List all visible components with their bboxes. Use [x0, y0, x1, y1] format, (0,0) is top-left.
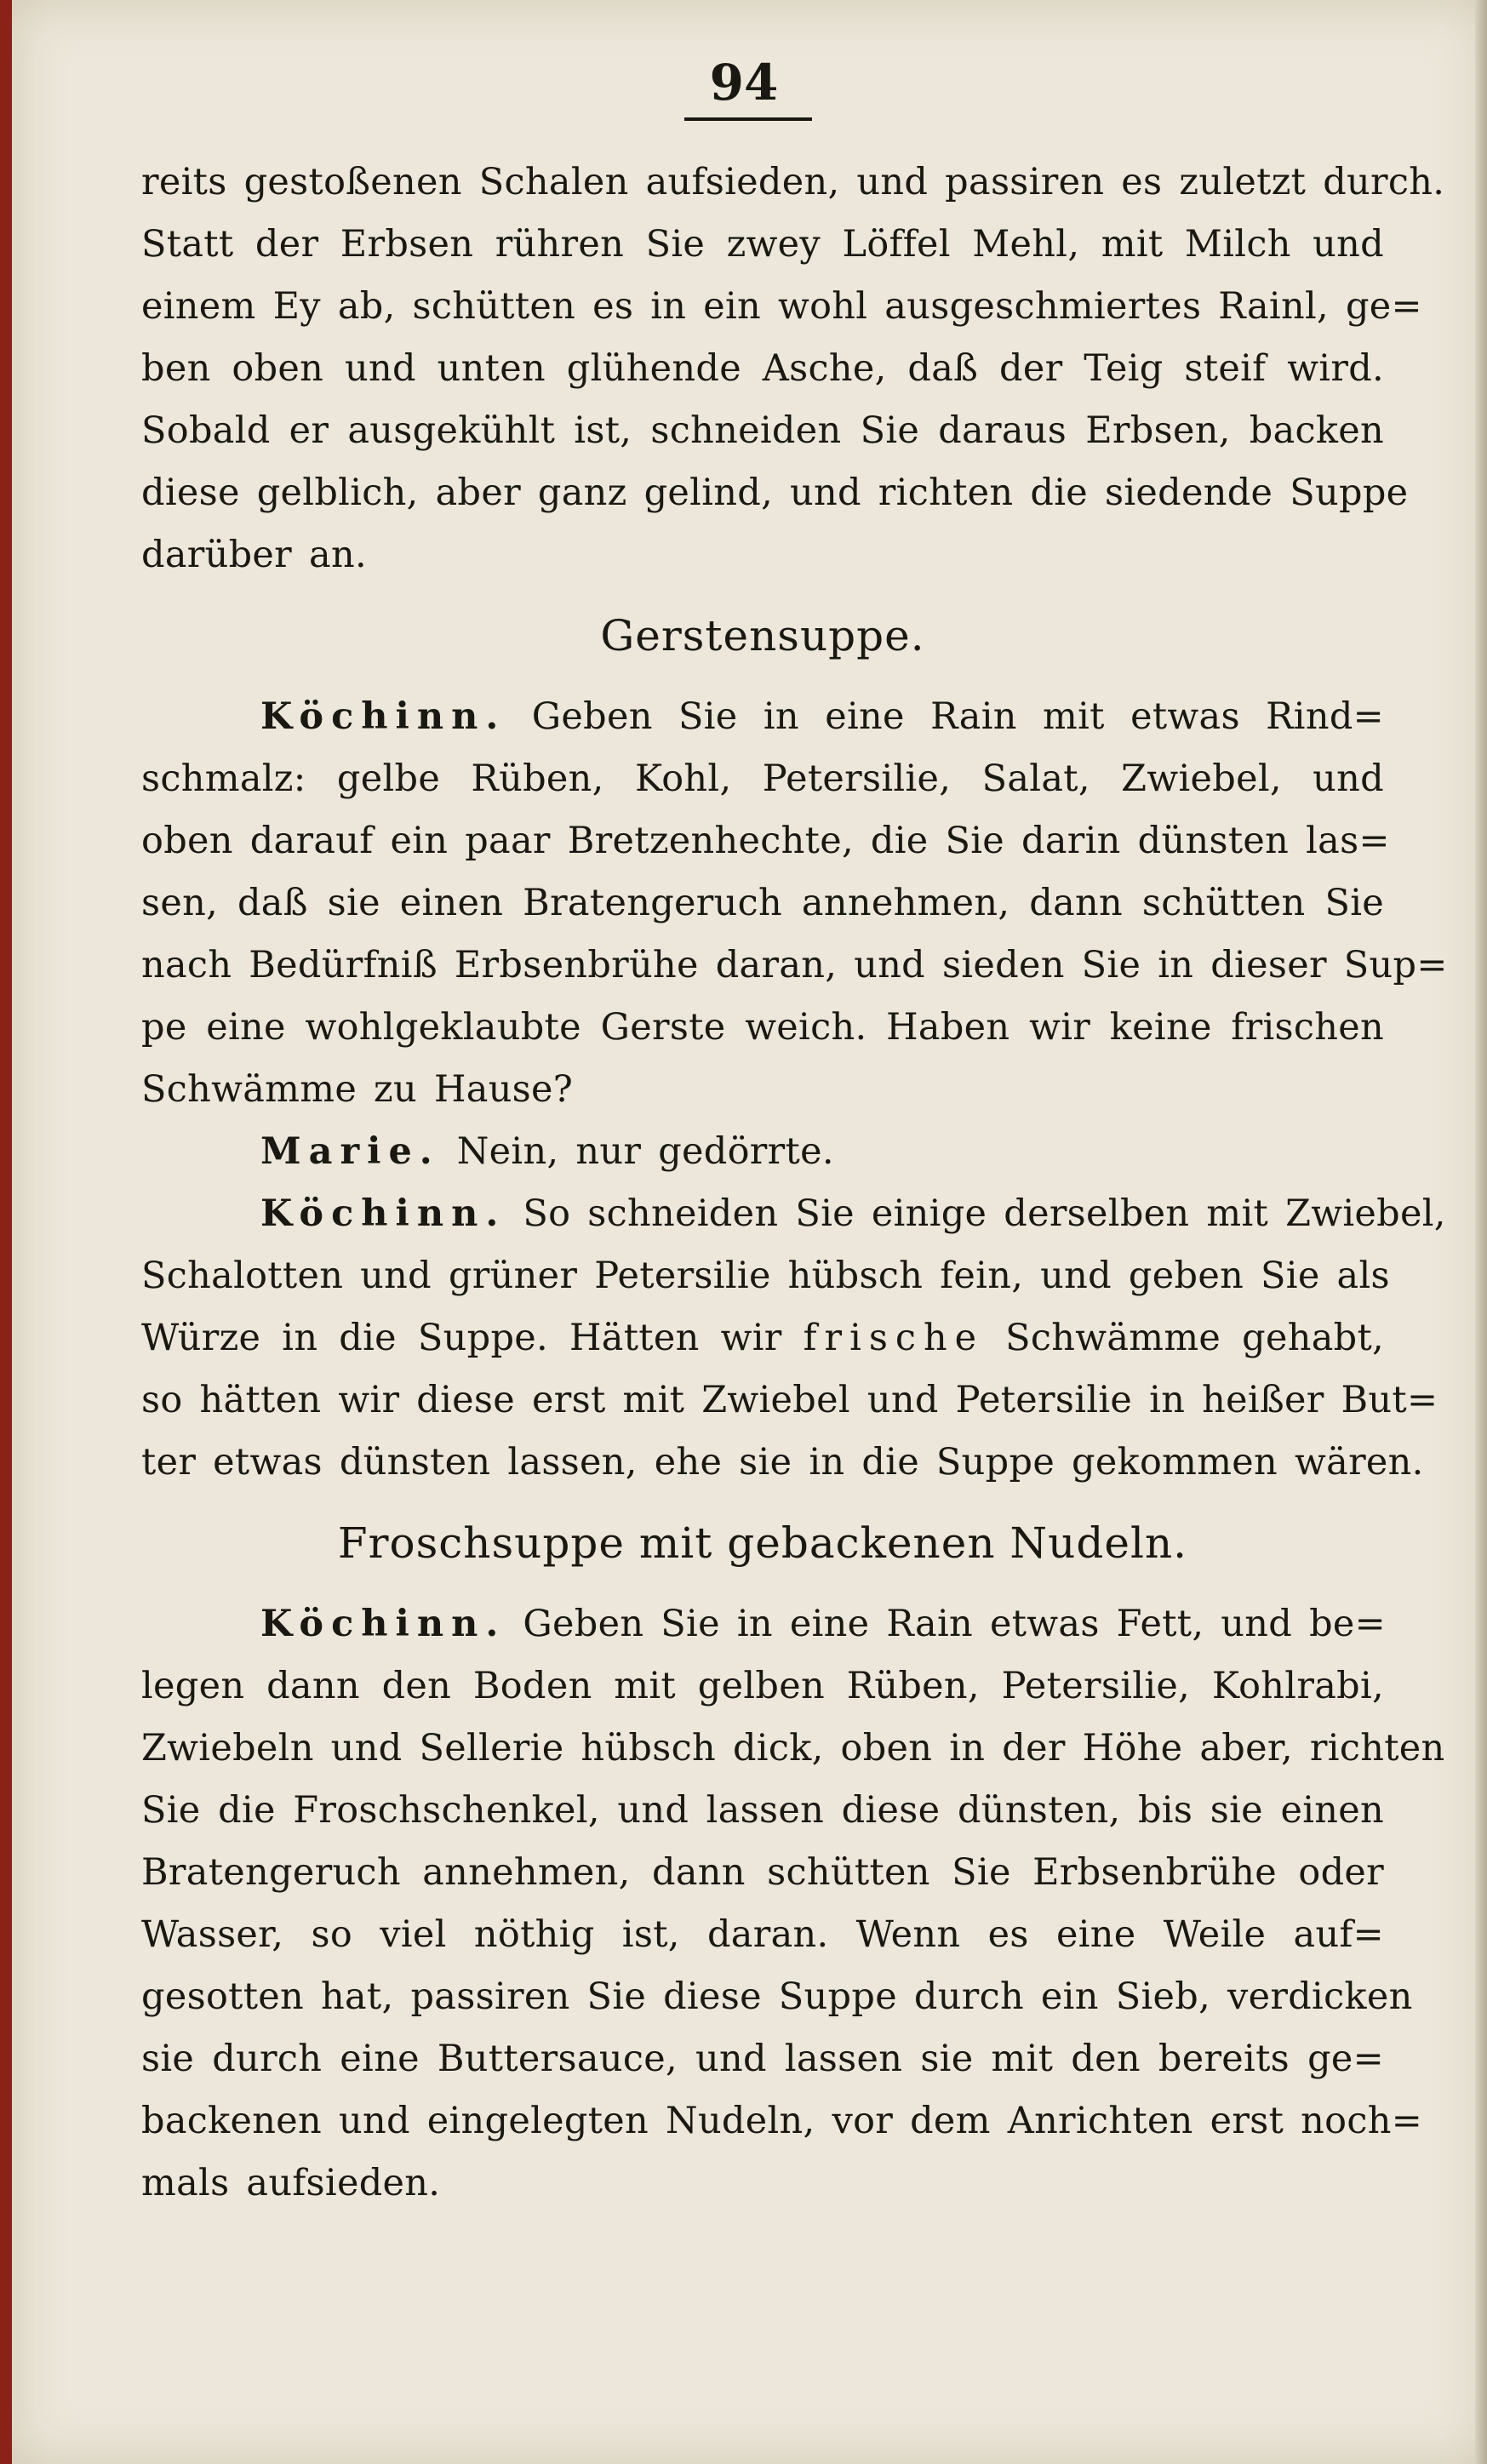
speaker-label: Marie. — [260, 1130, 440, 1173]
text-line: gesotten hat, passiren Sie diese Suppe durch ein Sieb, verdicken — [141, 1975, 1413, 2018]
section-heading-froschsuppe: Froschsuppe mit gebackenen Nudeln. — [337, 1518, 1188, 1568]
section-heading-gerstensuppe: Gerstensuppe. — [600, 611, 925, 660]
text-line: Wasser, so viel nöthig ist, daran. Wenn es eine Weile auf= — [141, 1913, 1384, 1956]
text-fragment: Geben Sie in eine Rain etwas Fett, und be= — [523, 1603, 1386, 1645]
text-line: reits gestoßenen Schalen aufsieden, und passiren es zuletzt durch. — [141, 161, 1445, 203]
text-line: diese gelblich, aber ganz gelind, und richten die siedende Suppe — [141, 472, 1409, 514]
page-edge-shadow — [1475, 0, 1487, 2464]
text-fragment: So schneiden Sie einige derselben mit Zwiebel, — [523, 1192, 1446, 1235]
text-line — [141, 1183, 1446, 1245]
text-line: Schwämme zu Hause? — [141, 1068, 574, 1111]
speaker-label: Köchinn. — [260, 1192, 506, 1235]
text-line: mals aufsieden. — [141, 2162, 441, 2204]
text-line: einem Ey ab, schütten es in ein wohl ausgeschmiertes Rainl, ge= — [141, 285, 1422, 328]
text-line — [141, 1121, 1384, 1183]
text-line: oben darauf ein paar Bretzenhechte, die Sie darin dünsten las= — [141, 820, 1390, 862]
body-text — [141, 151, 1448, 2215]
text-line: Sie die Froschschenkel, und lassen diese dünsten, bis sie einen — [141, 1789, 1384, 1832]
text-line: nach Bedürfniß Erbsenbrühe daran, und sieden Sie in dieser Sup= — [141, 944, 1448, 986]
text-line: darüber an. — [141, 534, 367, 576]
speaker-label: Köchinn. — [260, 1603, 506, 1645]
text-line: ben oben und unten glühende Asche, daß der Teig steif wird. — [141, 347, 1384, 390]
text-line: sie durch eine Buttersauce, und lassen sie mit den bereits ge= — [141, 2038, 1384, 2080]
text-line: Bratengeruch annehmen, dann schütten Sie Erbsenbrühe oder — [141, 1851, 1384, 1894]
text-line: pe eine wohlgeklaubte Gerste weich. Haben wir keine frischen — [141, 1006, 1384, 1049]
book-binding-edge — [0, 0, 12, 2464]
page-number-underline — [684, 117, 812, 121]
text-line: Statt der Erbsen rühren Sie zwey Löffel Mehl, mit Milch und — [141, 223, 1384, 266]
text-line: schmalz: gelbe Rüben, Kohl, Petersilie, Salat, Zwiebel, und — [141, 757, 1384, 800]
text-line: Zwiebeln und Sellerie hübsch dick, oben in der Höhe aber, richten — [141, 1727, 1445, 1769]
text-line: Schalotten und grüner Petersilie hübsch fein, und geben Sie als — [141, 1255, 1390, 1297]
text-line: so hätten wir diese erst mit Zwiebel und Petersilie in heißer But= — [141, 1379, 1438, 1421]
text-fragment: Geben Sie in eine Rain mit etwas Rind= — [531, 695, 1385, 738]
emphasis-word: frische — [803, 1317, 985, 1359]
text-line: backenen und eingelegten Nudeln, vor dem Anrichten erst noch= — [141, 2100, 1423, 2142]
speaker-label: Köchinn. — [260, 695, 506, 738]
text-line — [141, 686, 1384, 748]
page-number: 94 — [709, 54, 779, 111]
text-fragment: Nein, nur gedörrte. — [456, 1130, 834, 1173]
text-line: sen, daß sie einen Bratengeruch annehmen, dann schütten Sie — [141, 882, 1384, 924]
text-line — [141, 1593, 1384, 1655]
text-line: Sobald er ausgekühlt ist, schneiden Sie daraus Erbsen, backen — [141, 409, 1384, 452]
text-line: ter etwas dünsten lassen, ehe sie in die Suppe gekommen wären. — [141, 1441, 1424, 1484]
text-line — [141, 1307, 1384, 1369]
text-line: legen dann den Boden mit gelben Rüben, Petersilie, Kohlrabi, — [141, 1665, 1384, 1707]
text-fragment: Schwämme gehabt, — [1005, 1317, 1385, 1359]
text-fragment: Würze in die Suppe. Hätten wir — [141, 1317, 782, 1359]
book-page — [12, 0, 1487, 2464]
